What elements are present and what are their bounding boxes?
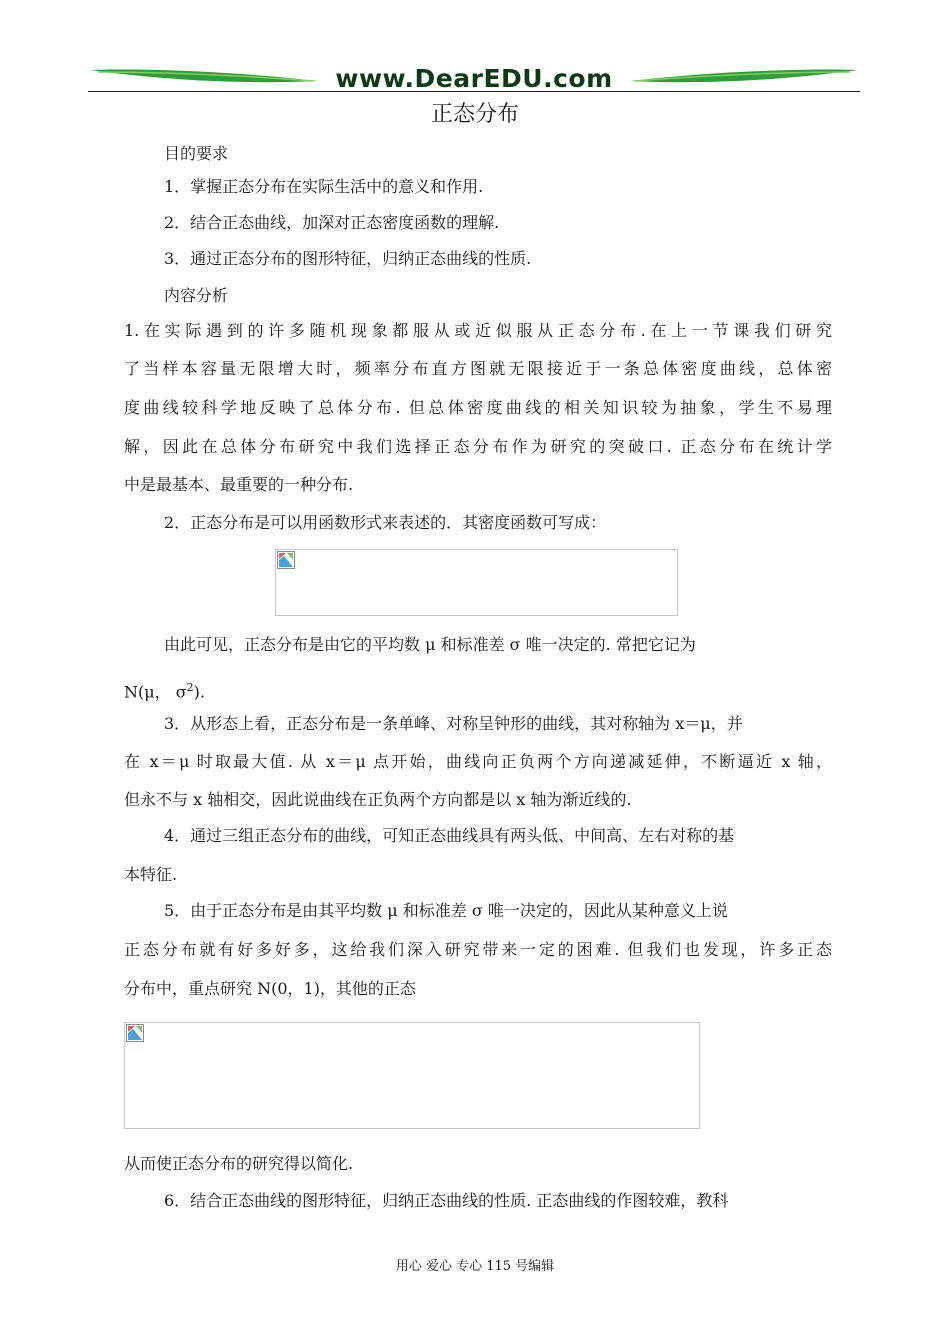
paragraph-line: 1.在实际遇到的许多随机现象都服从或近似服从正态分布.在上一节课我们研究 — [124, 321, 832, 340]
goal-item: 1．掌握正态分布在实际生活中的意义和作用. — [164, 177, 484, 196]
notation-superscript: 2 — [186, 681, 194, 694]
formula-image-placeholder — [275, 549, 678, 616]
paragraph-line: 在 x＝μ 时取最大值. 从 x＝μ 点开始，曲线向正负两个方向递减延伸，不断逼近 x 轴， — [124, 752, 832, 771]
analysis-heading: 内容分析 — [164, 286, 229, 305]
header-rule — [88, 91, 860, 92]
goal-item: 3．通过正态分布的图形特征，归纳正态曲线的性质. — [164, 249, 532, 268]
figure-image-placeholder — [124, 1022, 700, 1129]
paragraph-line: 但永不与 x 轴相交，因此说曲线在正负两个方向都是以 x 轴为渐近线的. — [124, 790, 632, 809]
page-footer: 用心 爱心 专心 115 号编辑 — [395, 1259, 555, 1274]
broken-image-icon — [126, 1024, 144, 1042]
paragraph-line: 6．结合正态曲线的图形特征，归纳正态曲线的性质. 正态曲线的作图较难，教科 — [164, 1191, 729, 1210]
paragraph-line: 了当样本容量无限增大时，频率分布直方图就无限接近于一条总体密度曲线，总体密 — [124, 359, 832, 378]
paragraph-line: 3．从形态上看，正态分布是一条单峰、对称呈钟形的曲线，其对称轴为 x＝μ，并 — [164, 714, 743, 733]
broken-image-icon — [277, 551, 295, 569]
paragraph-line: 本特征. — [124, 865, 178, 884]
paragraph-line: 由此可见，正态分布是由它的平均数 μ 和标准差 σ 唯一决定的. 常把它记为 — [164, 635, 696, 654]
site-url-logo: www.DearEDU.com — [335, 64, 613, 93]
notation-text: N(μ， σ — [124, 682, 187, 702]
paragraph-line: 从而使正态分布的研究得以简化. — [124, 1154, 354, 1173]
paragraph-line: 中是最基本、最重要的一种分布. — [124, 475, 354, 494]
paragraph-line: 分布中，重点研究 N(0，1)，其他的正态 — [124, 979, 416, 998]
goal-item: 2．结合正态曲线，加深对正态密度函数的理解. — [164, 213, 500, 232]
paragraph-line: 4．通过三组正态分布的曲线，可知正态曲线具有两头低、中间高、左右对称的基 — [164, 826, 735, 845]
paragraph-line: 2．正态分布是可以用函数形式来表述的．其密度函数可写成： — [164, 513, 607, 532]
page-title: 正态分布 — [430, 102, 519, 127]
paragraph-line: 5．由于正态分布是由其平均数 μ 和标准差 σ 唯一决定的，因此从某种意义上说 — [164, 901, 728, 920]
paragraph-line: 正态分布就有好多好多，这给我们深入研究带来一定的困难. 但我们也发现，许多正态 — [124, 940, 832, 959]
notation-end: ). — [193, 682, 205, 702]
paragraph-line: 解，因此在总体分布研究中我们选择正态分布作为研究的突破口. 正态分布在统计学 — [124, 437, 832, 456]
notation-line — [124, 677, 205, 703]
paragraph-line: 度曲线较科学地反映了总体分布. 但总体密度曲线的相关知识较为抽象，学生不易理 — [124, 398, 832, 417]
goals-heading: 目的要求 — [164, 144, 229, 163]
